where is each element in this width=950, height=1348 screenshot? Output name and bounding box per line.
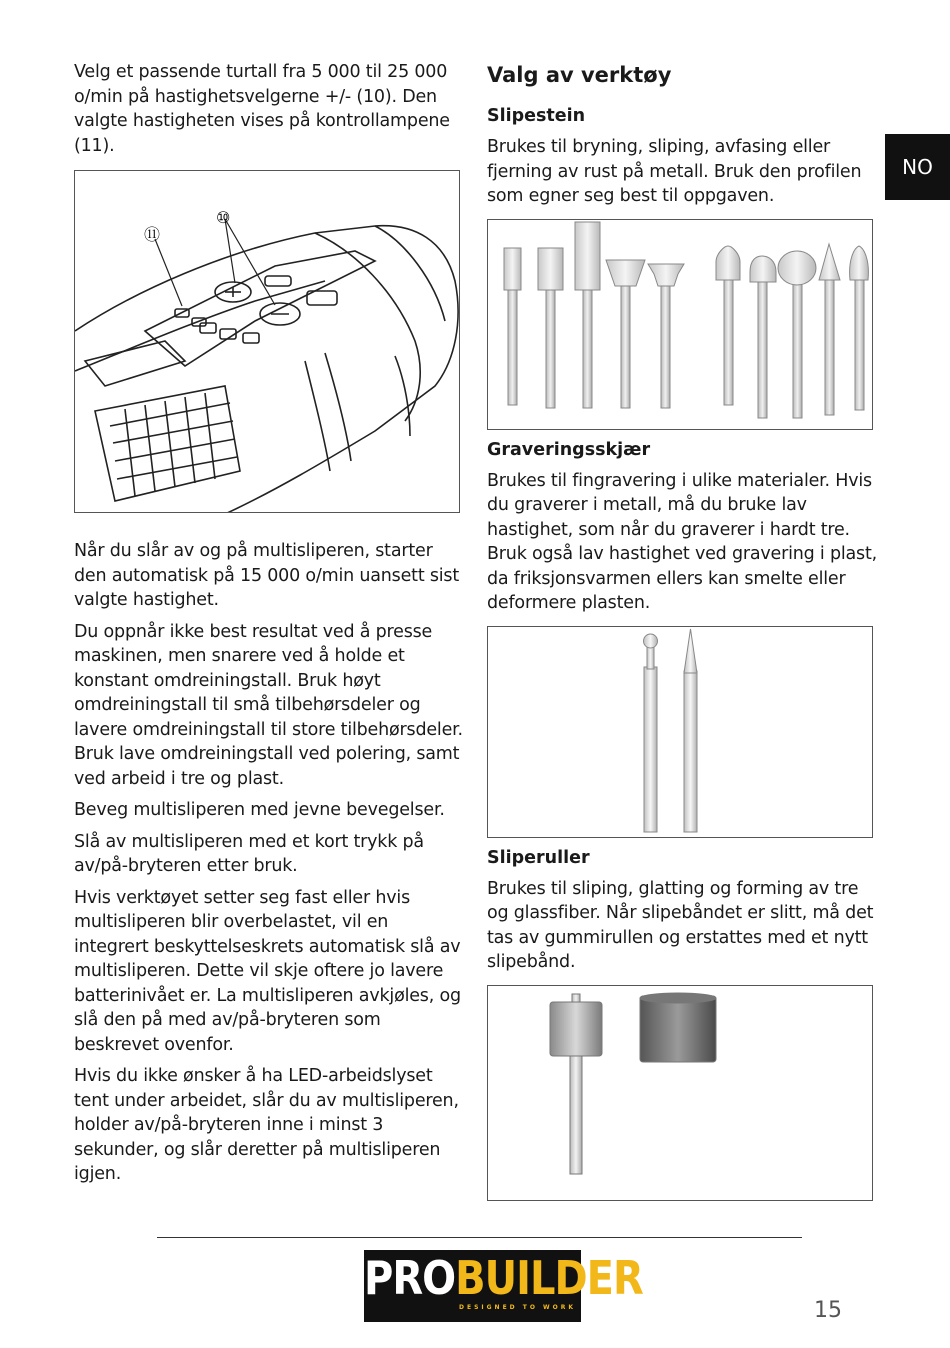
- callout-10: ⑩: [216, 208, 231, 227]
- sliperuller-text: Brukes til sliping, glatting og forming av tre og glassfiber. Når slipebåndet er slitt, må det tas av gummirullen og erstattes med et nytt slipebånd.: [487, 878, 874, 972]
- speed-paragraph: Velg et passende turtall fra 5 000 til 25 000 o/min på hastighetsvelgerne +/- (10). Den valgte hastigheten vises på kontrollampene (11).: [74, 62, 450, 156]
- overload-paragraph: Hvis verktøyet setter seg fast eller hvis multisliperen blir overbelastet, vil en integrert beskyttelseskrets automatisk slå av multisliperen. Dette vil skje oftere jo lavere batterinivået er. La multisliperen avkjøles, og slå den på med av/på-bryteren som beskrevet ovenfor.: [74, 887, 461, 1055]
- page-number: 15: [814, 1298, 842, 1323]
- left-column: [74, 60, 466, 1194]
- section-heading: Valg av verktøy: [487, 63, 672, 87]
- right-column: [487, 60, 879, 1201]
- movement-paragraph: Beveg multisliperen med jevne bevegelser.: [74, 800, 445, 820]
- language-tab: [885, 134, 950, 200]
- logo-builder: BUILDER: [455, 1252, 643, 1306]
- probuilder-logo: [364, 1250, 643, 1322]
- sanding-drums-figure: [487, 985, 873, 1201]
- engraving-bits-figure: [487, 626, 873, 838]
- grinding-stones-figure: [487, 219, 873, 430]
- tool-speed-figure: [74, 170, 460, 513]
- rpm-advice-paragraph: Du oppnår ikke best resultat ved å presse maskinen, men snarere ved å holde et konstant omdreiningstall. Bruk høyt omdreiningstall til små tilbehørsdeler og lavere omdreiningstall til store tilbehørsdeler. Bruk lave omdreiningstall ved polering, samt ved arbeid i tre og plast.: [74, 621, 463, 789]
- logo-pro: PRO: [364, 1252, 456, 1306]
- led-paragraph: Hvis du ikke ønsker å ha LED-arbeidslyset tent under arbeidet, slår du av multisliperen, holder av/på-bryteren inne i minst 3 sekunder, og slår deretter på multisliperen igjen.: [74, 1066, 459, 1184]
- footer-rule: [157, 1237, 802, 1238]
- subheading-sliperuller: Sliperuller: [487, 847, 590, 868]
- engraving-bits-illustration: [488, 627, 873, 838]
- multigrinder-illustration: [75, 171, 460, 513]
- logo-tagline: DESIGNED TO WORK: [459, 1304, 577, 1311]
- switch-off-paragraph: Slå av multisliperen med et kort trykk på av/på-bryteren etter bruk.: [74, 831, 424, 876]
- logo-wordmark: [364, 1252, 643, 1306]
- language-tab-label: NO: [902, 155, 933, 179]
- callout-11: ⑪: [144, 225, 161, 244]
- graveringsskjaer-text: Brukes til fingravering i ulike materialer. Hvis du graverer i metall, må du bruke lav hastighet, som når du graverer i hardt tre. Bruk også lav hastighet ved gravering i plast, da friksjonsvarmen ellers kan smelte eller deformere plasten.: [487, 470, 877, 613]
- sanding-drums-illustration: [488, 986, 873, 1201]
- restart-paragraph: Når du slår av og på multisliperen, starter den automatisk på 15 000 o/min uansett sist valgte hastighet.: [74, 541, 460, 610]
- slipestein-text: Brukes til bryning, sliping, avfasing eller fjerning av rust på metall. Bruk den profilen som egner seg best til oppgaven.: [487, 137, 862, 206]
- subheading-slipestein: Slipestein: [487, 106, 586, 126]
- subheading-graveringsskjaer: Graveringsskjær: [487, 439, 651, 460]
- grinding-stones-illustration: [488, 220, 873, 430]
